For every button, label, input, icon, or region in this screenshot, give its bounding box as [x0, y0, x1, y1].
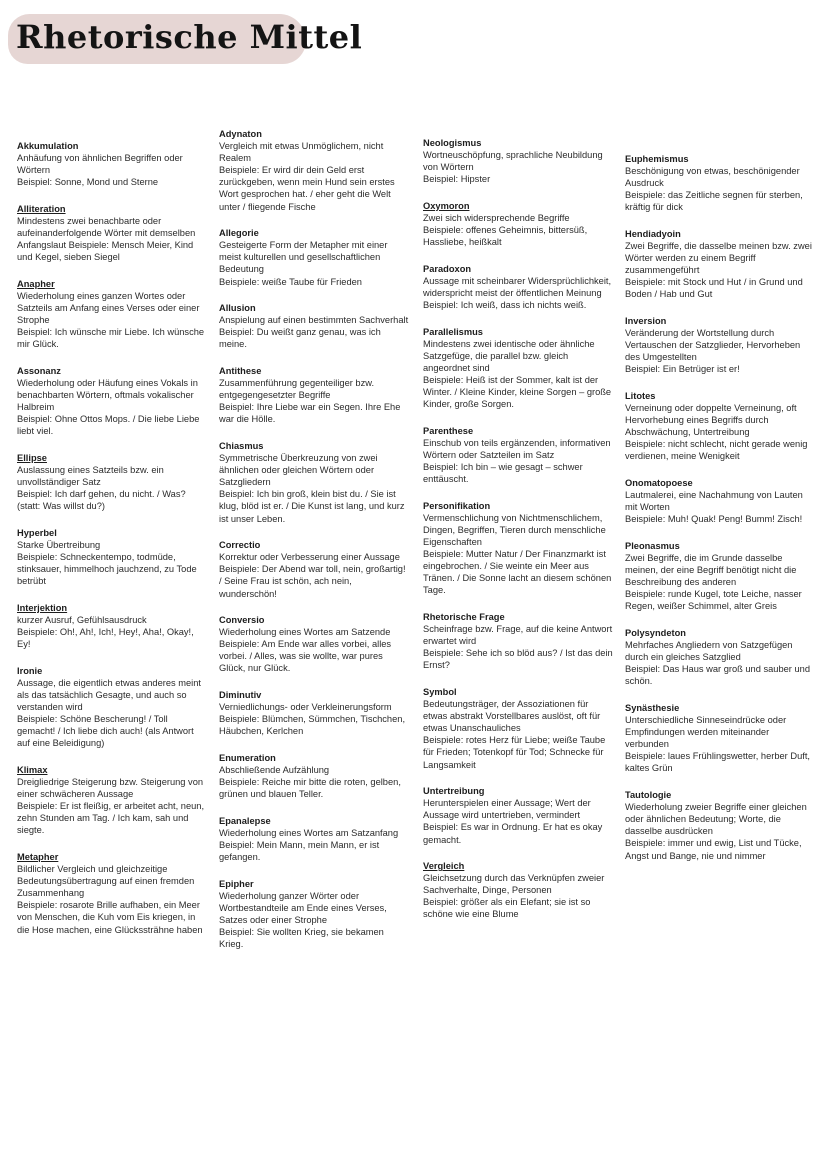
glossary-entry	[423, 500, 613, 597]
glossary-entry	[219, 128, 409, 213]
entry-term: Hyperbel	[17, 527, 57, 538]
glossary-entry	[219, 302, 409, 350]
glossary-entry	[219, 539, 409, 599]
entry-term: Antithese	[219, 366, 262, 376]
entry-term: Tautologie	[625, 790, 672, 801]
glossary-entry	[625, 789, 815, 862]
glossary-entry	[423, 611, 613, 671]
entry-term: Pleonasmus	[625, 540, 680, 551]
column-2	[219, 128, 409, 965]
glossary-entry	[423, 137, 613, 185]
entry-description: Veränderung der Wortstellung durch Vertauschen der Satzglieder, Hervorheben des Umgestellten Beispiel: Ein Betrüger ist er!	[625, 328, 801, 375]
entry-term: Parallelismus	[423, 326, 483, 337]
entry-term: Litotes	[625, 391, 656, 401]
glossary-entry	[625, 153, 815, 213]
entry-description: Verniedlichungs- oder Verkleinerungsform Beispiele: Blümchen, Sümmchen, Tischchen, Häubchen, Kerlchen	[219, 702, 406, 737]
entry-term: Alliteration	[17, 203, 66, 214]
glossary-entry	[219, 752, 409, 800]
entry-term: Conversio	[219, 615, 265, 626]
entry-description: Scheinfrage bzw. Frage, auf die keine Antwort erwartet wird Beispiele: Sehe ich so blöd aus? / Ist das dein Ernst?	[423, 624, 613, 671]
entry-term: Correctio	[219, 540, 261, 551]
entry-term: Untertreibung	[423, 786, 485, 797]
page-title: Rhetorische Mittel	[16, 18, 363, 56]
glossary-entry	[423, 686, 613, 771]
glossary-entry	[17, 764, 207, 837]
entry-description: Aussage mit scheinbarer Widersprüchlichkeit, widerspricht meist der öffentlichen Meinung Beispiel: Ich weiß, dass ich nichts weiß.	[423, 275, 612, 311]
entry-description: Symmetrische Überkreuzung von zwei ähnlichen oder gleichen Wörtern oder Satzgliedern Beispiel: Ich bin groß, klein bist du. / Sie ist klug, blöd ist er. / Die Kunst ist lang, und kurz ist unser Leben.	[219, 453, 405, 524]
entry-description: Zwei Begriffe, die im Grunde dasselbe meinen, der eine Begriff benötigt nicht die Beschreibung des anderen Beispiele: runde Kugel, tote Leiche, nasser Regen, weißer Schimmel, alter Greis	[625, 553, 802, 612]
entry-description: Starke Übertreibung Beispiele: Schneckentempo, todmüde, stinksauer, himmelhoch jauchzend, zu Tode betrübt	[17, 540, 197, 587]
entry-term: Neologismus	[423, 138, 482, 148]
entry-description: Lautmalerei, eine Nachahmung von Lauten mit Worten Beispiele: Muh! Quak! Peng! Bumm! Zisch!	[625, 490, 803, 525]
glossary-entry	[17, 527, 207, 587]
glossary-entry	[423, 200, 613, 248]
entry-term: Polysyndeton	[625, 628, 686, 638]
glossary-entry	[423, 860, 613, 920]
glossary-entry	[423, 785, 613, 845]
entry-term: Ironie	[17, 665, 43, 676]
entry-term: Vergleich	[423, 861, 465, 872]
entry-description: Gleichsetzung durch das Verknüpfen zweier Sachverhalte, Dinge, Personen Beispiel: größer als ein Elefant; sie ist so schöne wie eine Blume	[423, 873, 605, 920]
entry-description: Wiederholung eines ganzen Wortes oder Satzteils am Anfang eines Verses oder einer Strophe Beispiel: Ich wünsche mir Liebe. Ich wünsche mir Glück.	[17, 290, 205, 350]
entry-description: Wiederholung eines Wortes am Satzende Beispiele: Am Ende war alles vorbei, alles vorbei. / Alles, was sie wollte, war pures Glück, nur Glück.	[219, 627, 392, 674]
entry-description: Abschließende Aufzählung Beispiele: Reiche mir bitte die roten, gelben, grünen und blauen Teller.	[219, 765, 401, 800]
entry-term: Assonanz	[17, 365, 61, 376]
entry-term: Enumeration	[219, 752, 276, 763]
glossary-entry	[423, 425, 613, 485]
entry-term: Adynaton	[219, 129, 262, 139]
entry-term: Ellipse	[17, 452, 47, 463]
glossary-entry	[219, 689, 409, 737]
entry-description: Aussage, die eigentlich etwas anderes meint als das tatsächlich Gesagte, und auch so verstanden wird Beispiele: Schöne Bescherung! / Toll gemacht! / Ich liebe dich auch! (als Antwort auf eine Beleidigung)	[17, 677, 201, 749]
entry-description: Mehrfaches Angliedern von Satzgefügen durch ein gleiches Satzglied Beispiel: Das Haus war groß und sauber und schön.	[625, 640, 811, 687]
entry-description: Bildlicher Vergleich und gleichzeitige Bedeutungsübertragung auf einen fremden Zusammenhang Beispiele: rosarote Brille aufhaben, ein Meer von Menschen, die Kuh vom Eis kriegen, in die Hose machen, eine Glückssträhne haben	[17, 864, 203, 935]
entry-description: Einschub von teils ergänzenden, informativen Wörtern oder Satzteilen im Satz Beispiel: Ich bin – wie gesagt – schwer enttäuscht.	[423, 437, 611, 485]
glossary-entry	[625, 627, 815, 687]
entry-term: Inversion	[625, 316, 667, 327]
entry-term: Oxymoron	[423, 200, 470, 211]
entry-description: Unterschiedliche Sinneseindrücke oder Empfindungen werden miteinander verbunden Beispiele: laues Frühlingswetter, herber Duft, kaltes Grün	[625, 715, 810, 774]
entry-description: Beschönigung von etwas, beschönigender Ausdruck Beispiele: das Zeitliche segnen für sterben, kräftig für dick	[625, 166, 803, 213]
entry-description: Zwei sich widersprechende Begriffe Beispiele: offenes Geheimnis, bittersüß, Hassliebe, heißkalt	[423, 212, 588, 248]
column-4	[625, 153, 815, 876]
column-3	[423, 137, 613, 935]
entry-term: Hendiadyoin	[625, 228, 681, 239]
entry-term: Rhetorische Frage	[423, 612, 505, 622]
entry-term: Onomatopoese	[625, 478, 693, 489]
glossary-entry	[17, 365, 207, 438]
glossary-entry	[625, 540, 815, 613]
entry-term: Allusion	[219, 303, 256, 314]
glossary-entry	[17, 851, 207, 936]
entry-description: Auslassung eines Satzteils bzw. ein unvollständiger Satz Beispiel: Ich darf gehen, du nicht. / Was? (statt: Was willst du?)	[17, 465, 186, 512]
entry-description: Wortneuschöpfung, sprachliche Neubildung von Wörtern Beispiel: Hipster	[423, 150, 603, 185]
glossary-entry	[625, 390, 815, 463]
entry-description: kurzer Ausruf, Gefühlsausdruck Beispiele: Oh!, Ah!, Ich!, Hey!, Aha!, Okay!, Ey!	[17, 615, 194, 650]
glossary-entry	[17, 278, 207, 351]
entry-description: Bedeutungsträger, der Assoziationen für etwas abstrakt Vorstellbares auslöst, oft für etwas Unanschauliches Beispiele: rotes Herz für Liebe; weiße Taube für Frieden; Totenkopf für Tod; Schnecke für Langsamkeit	[423, 699, 606, 770]
entry-term: Chiasmus	[219, 440, 264, 451]
entry-term: Parenthese	[423, 425, 474, 436]
entry-description: Wiederholung oder Häufung eines Vokals in benachbarten Wörtern, oftmals vokalischer Halbreim Beispiel: Ohne Ottos Mops. / Die liebe Liebe liebt viel.	[17, 378, 200, 437]
entry-description: Anhäufung von ähnlichen Begriffen oder Wörtern Beispiel: Sonne, Mond und Sterne	[17, 153, 183, 188]
entry-term: Synästhesie	[625, 702, 680, 713]
entry-description: Zusammenführung gegenteiliger bzw. entgegengesetzter Begriffe Beispiel: Ihre Liebe war ein Segen. Ihre Ehe war die Hölle.	[219, 378, 401, 425]
entry-description: Wiederholung eines Wortes am Satzanfang Beispiel: Mein Mann, mein Mann, er ist gefangen.	[219, 827, 399, 863]
entry-description: Mindestens zwei benachbarte oder aufeinanderfolgende Wörter mit demselben Anfangslaut Beispiele: Mensch Meier, Kind und Kegel, sieben Siegel	[17, 215, 196, 263]
glossary-entry	[17, 602, 207, 650]
glossary-entry	[17, 452, 207, 512]
entry-term: Metapher	[17, 852, 59, 862]
entry-term: Epanalepse	[219, 815, 271, 826]
entry-description: Vergleich mit etwas Unmöglichem, nicht Realem Beispiele: Er wird dir dein Geld erst zurückgeben, wenn mein Hund sein erstes Wort gesprochen hat. / eher geht die Welt unter / fliegende Fische	[219, 141, 395, 212]
glossary-entry	[423, 326, 613, 411]
entry-term: Klimax	[17, 764, 48, 775]
glossary-entry	[17, 665, 207, 750]
glossary-entry	[219, 365, 409, 425]
entry-term: Diminutiv	[219, 690, 262, 701]
glossary-entry	[625, 315, 815, 375]
glossary-entry	[625, 702, 815, 775]
glossary-entry	[219, 440, 409, 525]
glossary-entry	[219, 227, 409, 287]
entry-description: Korrektur oder Verbesserung einer Aussage Beispiele: Der Abend war toll, nein, großartig! / Seine Frau ist schön, ach nein, wunderschön!	[219, 552, 406, 599]
entry-term: Akkumulation	[17, 141, 79, 151]
entry-term: Symbol	[423, 686, 457, 697]
glossary-entry	[423, 263, 613, 311]
entry-term: Paradoxon	[423, 263, 472, 274]
glossary-entry	[625, 228, 815, 301]
entry-description: Anspielung auf einen bestimmten Sachverhalt Beispiel: Du weißt ganz genau, was ich meine.	[219, 315, 409, 350]
entry-description: Wiederholung ganzer Wörter oder Wortbestandteile am Ende eines Verses, Satzes oder einer Strophe Beispiel: Sie wollten Krieg, sie bekamen Krieg.	[219, 890, 387, 950]
glossary-entry	[219, 878, 409, 951]
entry-term: Interjektion	[17, 602, 68, 613]
entry-description: Herunterspielen einer Aussage; Wert der Aussage wird untertrieben, vermindert Beispiel: Es war in Ordnung. Er hat es okay gemacht.	[423, 798, 603, 845]
entry-description: Wiederholung zweier Begriffe einer gleichen oder ähnlichen Bedeutung; Worte, die dasselbe ausdrücken Beispiele: immer und ewig, List und Tücke, Angst und Bange, nie und nimmer	[625, 802, 807, 861]
entry-description: Mindestens zwei identische oder ähnliche Satzgefüge, die parallel bzw. gleich angeordnet sind Beispiele: Heiß ist der Sommer, kalt ist der Winter. / Kleine Kinder, kleine Sorgen – große Kinder, große Sorgen.	[423, 338, 612, 410]
entry-term: Allegorie	[219, 228, 259, 239]
entry-term: Personifikation	[423, 500, 491, 511]
entry-term: Euphemismus	[625, 154, 689, 164]
entry-description: Verneinung oder doppelte Verneinung, oft Hervorhebung eines Begriffs durch Abschwächung, Untertreibung Beispiele: nicht schlecht, nicht gerade wenig verdienen, meine Wenigkeit	[625, 403, 808, 462]
glossary-entry	[219, 815, 409, 863]
entry-term: Anapher	[17, 278, 55, 289]
entry-description: Zwei Begriffe, die dasselbe meinen bzw. zwei Wörter werden zu einem Begriff zusammengeführt Beispiele: mit Stock und Hut / in Grund und Boden / Hab und Gut	[625, 241, 812, 300]
glossary-entry	[17, 203, 207, 263]
entry-description: Gesteigerte Form der Metapher mit einer meist kulturellen und gesellschaftlichen Bedeutung Beispiele: weiße Taube für Frieden	[219, 240, 388, 287]
glossary-entry	[219, 614, 409, 674]
entry-description: Vermenschlichung von Nichtmenschlichem, Dingen, Begriffen, Tieren durch menschliche Eigenschaften Beispiele: Mutter Natur / Der Finanzmarkt ist eingebrochen. / Sie weinte ein Meer aus Tränen. / Die Sonne lacht an diesem schönen Tage.	[423, 512, 612, 596]
entry-term: Epipher	[219, 878, 254, 889]
page-header	[8, 10, 363, 66]
entry-description: Dreigliedrige Steigerung bzw. Steigerung von einer schwächeren Aussage Beispiele: Er ist fleißig, er arbeitet acht, neun, zehn Stunden am Tag. / Ich kam, sah und siegte.	[17, 777, 205, 836]
column-1	[17, 140, 207, 950]
glossary-entry	[17, 140, 207, 188]
glossary-entry	[625, 477, 815, 525]
